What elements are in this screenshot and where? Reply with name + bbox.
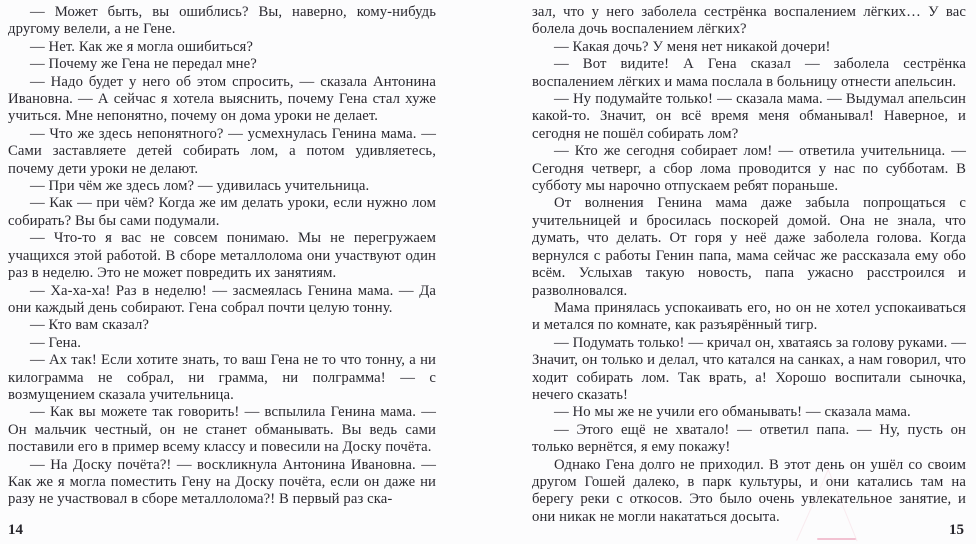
paragraph: — Почему же Гена не передал мне? bbox=[30, 56, 257, 73]
paragraph: — Надо будет у него об этом спросить, — сказала Антонина Ивановна. — А сейчас я хотела выяснить, почему Гена стал хуже учиться. Мне непонятно, почему он дома уроки не делает. bbox=[8, 73, 436, 125]
paragraph: — На Доску почёта?! — воскликнула Антонина Ивановна. — Как же я могла поместить Гену на Доску почёта, если он даже ни разу не участвовал в сборе металлолома?! В первый раз ска- bbox=[8, 456, 436, 508]
right-page-text bbox=[532, 0, 966, 526]
paragraph: — Этого ещё не хватало! — ответил папа. — Ну, пусть он только вернётся, я ему покажу! bbox=[532, 421, 966, 456]
paragraph: Мама принялась успокаивать его, но он не хотел успокаиваться и метался по комнате, как разъярённый тигр. bbox=[532, 299, 966, 334]
paragraph: — Гена. bbox=[30, 334, 82, 351]
paragraph: — Какая дочь? У меня нет никакой дочери! bbox=[554, 38, 831, 55]
paragraph: — Как — при чём? Когда же им делать уроки, если нужно лом собирать? Вы бы сами подумали. bbox=[8, 195, 436, 229]
paragraph: зал, что у него заболела сестрёнка воспалением лёгких… У вас болела дочь воспалением лёгких? bbox=[532, 4, 966, 38]
left-page-text bbox=[8, 0, 436, 509]
paragraph: — Но мы же не учили его обманывать! — сказала мама. bbox=[554, 404, 911, 421]
left-page bbox=[8, 0, 436, 544]
paragraph: Однако Гена долго не приходил. В этот день он ушёл со своим другом Гошей далеко, в парк культуры, и они катались там на берегу реки с откосов. Это было очень увлекательное занятие, и они никак не могли накататься досыта. bbox=[532, 456, 966, 525]
paragraph: — Ну подумайте только! — сказала мама. — Выдумал апельсин какой-то. Значит, он всё время меня обманывал! Наверное, и сегодня не пошёл собирать лом? bbox=[532, 91, 966, 142]
right-page bbox=[532, 0, 966, 544]
paragraph: — Нет. Как же я могла ошибиться? bbox=[30, 38, 254, 55]
paragraph: — Как вы можете так говорить! — вспылила Генина мама. — Он мальчик честный, он не станет обманывать. Вы ведь сами поставили его в пример всему классу и повесили на Доску почёта. bbox=[8, 404, 436, 456]
paragraph: — Подумать только! — кричал он, хватаясь за голову руками. — Значит, он только и делал, что катался на санках, а нам говорил, что ходит собирать лом. Так врать, а! Хорошо воспитали сыночка, нечего сказать! bbox=[532, 334, 966, 403]
paragraph: От волнения Генина мама даже забыла попрощаться с учительницей и бросилась поскорей домой. Она не знала, что думать, что делать. От горя у неё даже заболела голова. Когда вернулся с работы Генин папа, мама сейчас же рассказала ему обо всём. Услыхав такую новость, папа ужасно расстроился и разволновался. bbox=[532, 195, 966, 299]
scan-line-artifact bbox=[817, 538, 856, 540]
paragraph: — Кто вам сказал? bbox=[30, 317, 150, 334]
right-page-number: 15 bbox=[949, 522, 964, 538]
paragraph: — Ах так! Если хотите знать, то ваш Гена не то что тонну, а ни килограмма не собрал, ни грамма, ни полграмма! — с возмущением сказала учительница. bbox=[8, 352, 436, 403]
paragraph: — Кто же сегодня собирает лом! — ответила учительница. — Сегодня четверг, а сбор лома проводится у нас по субботам. В субботу мы нарочно отпускаем ребят пораньше. bbox=[532, 143, 966, 195]
paragraph: — При чём же здесь лом? — удивилась учительница. bbox=[30, 178, 370, 195]
paragraph: — Вот видите! А Гена сказал — заболела сестрёнка воспалением лёгких и мама послала в больницу отнести апельсин. bbox=[532, 56, 966, 90]
paragraph: — Ха-ха-ха! Раз в неделю! — засмеялась Генина мама. — Да они каждый день собирают. Гена собрал почти целую тонну. bbox=[8, 282, 436, 316]
paragraph: — Может быть, вы ошиблись? Вы, наверно, кому-нибудь другому велели, а не Гене. bbox=[8, 4, 436, 38]
paragraph: — Что-то я вас не совсем понимаю. Мы не перегружаем учащихся этой работой. В сборе металлолома они участвуют один раз в неделю. Это не может повредить их занятиям. bbox=[8, 230, 436, 282]
paragraph: — Что же здесь непонятного? — усмехнулась Генина мама. — Сами заставляете детей собирать лом, а потом удивляетесь, почему дети уроки не делают. bbox=[8, 125, 436, 177]
left-page-number: 14 bbox=[8, 522, 23, 538]
